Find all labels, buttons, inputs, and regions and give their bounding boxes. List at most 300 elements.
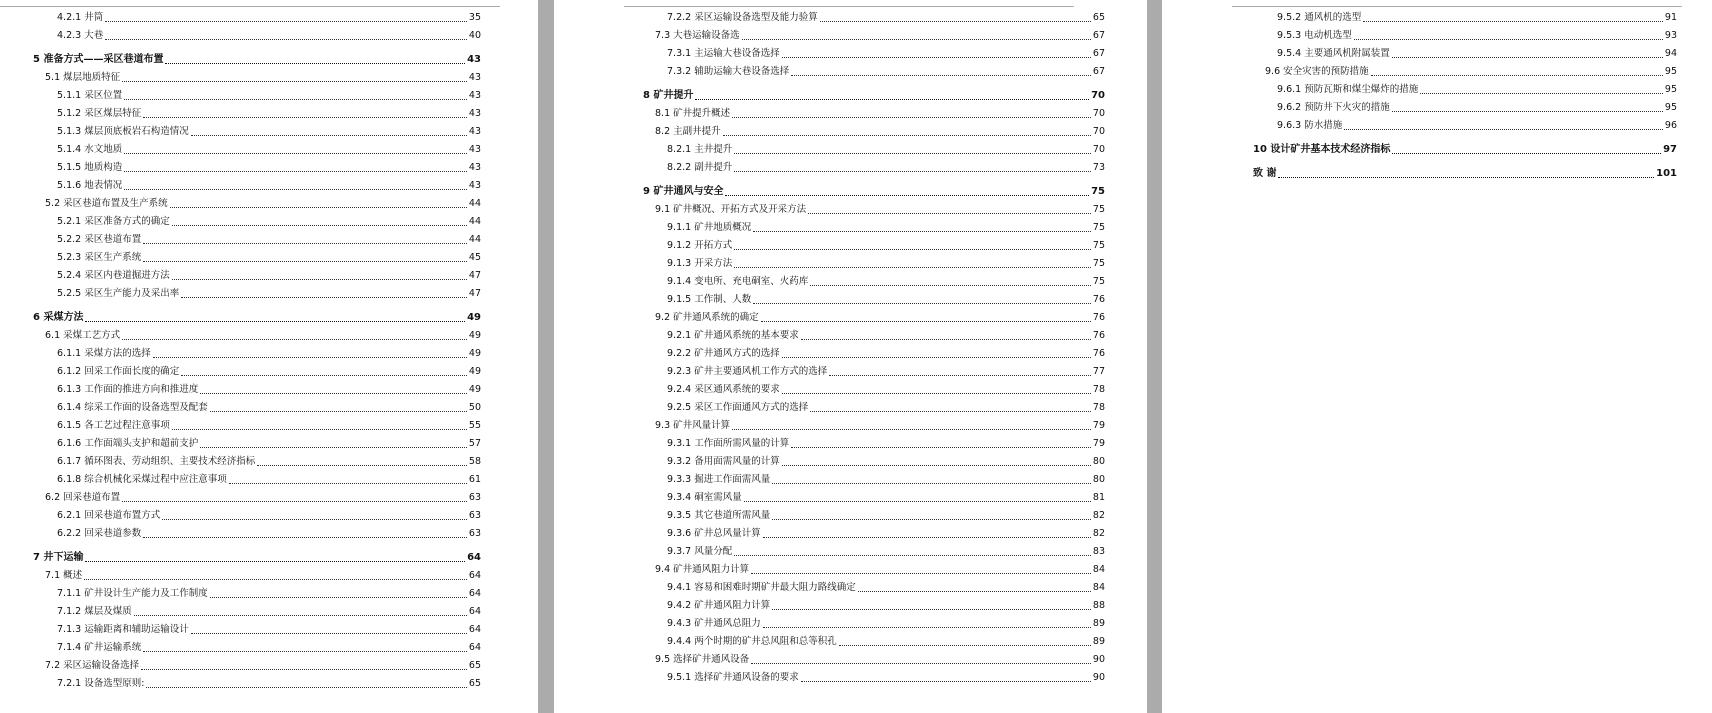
toc-entry-title: 9.1.5 工作制、人数	[667, 294, 752, 305]
toc-page-number: 63	[468, 492, 481, 503]
toc-entry-title: 8.2.2 副井提升	[667, 162, 733, 173]
toc-dot-leader	[153, 357, 467, 358]
toc-entry-title: 9.3.3 掘进工作面需风量	[667, 474, 771, 485]
toc-entry-title: 6.2 回采巷道布置	[45, 492, 121, 503]
toc-page-number: 64	[467, 552, 481, 563]
toc-page-number: 75	[1092, 222, 1105, 233]
toc-dot-leader	[124, 189, 467, 190]
toc-list	[33, 9, 481, 693]
toc-entry-title: 9.3.5 其它巷道所需风量	[667, 510, 771, 521]
toc-dot-leader	[85, 561, 465, 562]
toc-page-number: 95	[1664, 102, 1677, 113]
toc-entry[interactable]	[33, 9, 481, 27]
toc-page-number: 64	[468, 624, 481, 635]
toc-chapter-entry[interactable]	[33, 51, 481, 69]
toc-dot-leader	[732, 429, 1091, 430]
toc-entry-title: 5.2.2 采区巷道布置	[57, 234, 142, 245]
toc-entry-title: 6.1.4 综采工作面的设备选型及配套	[57, 402, 208, 413]
toc-entry-title: 9.2.1 矿井通风系统的基本要求	[667, 330, 799, 341]
toc-entry[interactable]	[33, 675, 481, 693]
toc-entry[interactable]	[643, 105, 1105, 123]
toc-entry[interactable]	[1253, 117, 1677, 135]
toc-page-number: 64	[468, 642, 481, 653]
toc-entry[interactable]	[33, 507, 481, 525]
toc-dot-leader	[210, 411, 467, 412]
toc-dot-leader	[170, 207, 467, 208]
toc-entry[interactable]	[33, 123, 481, 141]
toc-entry[interactable]	[643, 597, 1105, 615]
toc-entry-title: 9.5.2 通风机的选型	[1277, 12, 1362, 23]
toc-page-number: 63	[468, 510, 481, 521]
toc-dot-leader	[742, 39, 1091, 40]
toc-dot-leader	[753, 303, 1091, 304]
toc-entry-title: 6.1.5 各工艺过程注意事项	[57, 420, 170, 431]
toc-entry[interactable]	[1253, 27, 1677, 45]
toc-entry-title: 5 准备方式——采区巷道布置	[33, 54, 164, 65]
toc-dot-leader	[782, 465, 1091, 466]
toc-entry-title: 9.2.2 矿井通风方式的选择	[667, 348, 780, 359]
toc-entry-title: 9.1.4 变电所、充电硐室、火药库	[667, 276, 809, 287]
toc-dot-leader	[200, 393, 467, 394]
toc-page-number: 65	[468, 660, 481, 671]
toc-entry[interactable]	[33, 621, 481, 639]
toc-page-number: 78	[1092, 402, 1105, 413]
toc-page-number: 45	[468, 252, 481, 263]
toc-dot-leader	[181, 375, 467, 376]
toc-entry[interactable]	[643, 399, 1105, 417]
toc-entry[interactable]	[643, 123, 1105, 141]
toc-page-number: 70	[1092, 144, 1105, 155]
toc-dot-leader	[772, 483, 1091, 484]
toc-dot-leader	[782, 357, 1091, 358]
toc-dot-leader	[143, 537, 467, 538]
toc-page-number: 75	[1092, 240, 1105, 251]
toc-dot-leader	[839, 645, 1091, 646]
toc-page-number: 43	[467, 54, 481, 65]
toc-page-number: 43	[468, 144, 481, 155]
toc-entry-title: 9.4.4 两个时期的矿井总风阻和总等积孔	[667, 636, 837, 647]
toc-dot-leader	[744, 501, 1091, 502]
toc-page-number: 43	[468, 72, 481, 83]
toc-entry[interactable]	[33, 327, 481, 345]
toc-entry[interactable]	[643, 669, 1105, 687]
toc-entry-title: 致 谢	[1253, 168, 1277, 179]
toc-page-number: 90	[1092, 654, 1105, 665]
toc-entry-title: 6.1.6 工作面端头支护和超前支护	[57, 438, 199, 449]
toc-dot-leader	[763, 627, 1091, 628]
toc-entry-title: 9.2.5 采区工作面通风方式的选择	[667, 402, 809, 413]
toc-page-number: 80	[1092, 474, 1105, 485]
toc-entry-title: 7.3.1 主运输大巷设备选择	[667, 48, 780, 59]
toc-page-number: 70	[1092, 108, 1105, 119]
toc-page-number: 83	[1092, 546, 1105, 557]
toc-entry[interactable]	[33, 489, 481, 507]
toc-dot-leader	[143, 117, 467, 118]
toc-page-number: 67	[1092, 66, 1105, 77]
toc-page-number: 40	[468, 30, 481, 41]
toc-entry-title: 9.3.4 硐室需风量	[667, 492, 742, 503]
toc-entry[interactable]	[33, 285, 481, 303]
toc-chapter-entry[interactable]	[33, 309, 481, 327]
toc-dot-leader	[165, 63, 465, 64]
toc-entry[interactable]	[33, 87, 481, 105]
toc-entry-title: 6 采煤方法	[33, 312, 84, 323]
page-top-border	[624, 6, 1074, 7]
toc-entry-title: 5.1.5 地质构造	[57, 162, 123, 173]
toc-dot-leader	[122, 81, 467, 82]
toc-page-number: 55	[468, 420, 481, 431]
toc-dot-leader	[801, 339, 1091, 340]
toc-dot-leader	[1363, 21, 1663, 22]
toc-entry[interactable]	[643, 633, 1105, 651]
toc-page-number: 90	[1092, 672, 1105, 683]
toc-chapter-entry[interactable]	[643, 87, 1105, 105]
toc-page-number: 64	[468, 588, 481, 599]
toc-page-number: 61	[468, 474, 481, 485]
toc-entry[interactable]	[643, 63, 1105, 81]
toc-dot-leader	[734, 153, 1091, 154]
toc-dot-leader	[734, 267, 1091, 268]
toc-entry-title: 7.2 采区运输设备选择	[45, 660, 140, 671]
toc-entry-title: 8.2 主副井提升	[655, 126, 721, 137]
toc-entry[interactable]	[33, 231, 481, 249]
toc-entry[interactable]	[33, 603, 481, 621]
toc-page-number: 89	[1092, 636, 1105, 647]
toc-page-number: 47	[468, 270, 481, 281]
toc-dot-leader	[791, 447, 1091, 448]
toc-chapter-entry[interactable]	[643, 183, 1105, 201]
toc-dot-leader	[753, 231, 1091, 232]
toc-page-number: 101	[1656, 168, 1677, 179]
toc-entry[interactable]	[643, 417, 1105, 435]
toc-entry[interactable]	[643, 327, 1105, 345]
toc-entry[interactable]	[643, 159, 1105, 177]
toc-dot-leader	[858, 591, 1091, 592]
toc-dot-leader	[172, 225, 467, 226]
toc-entry[interactable]	[1253, 99, 1677, 117]
toc-entry[interactable]	[643, 141, 1105, 159]
toc-entry[interactable]	[1253, 45, 1677, 63]
toc-dot-leader	[105, 21, 467, 22]
toc-dot-leader	[122, 501, 467, 502]
toc-entry[interactable]	[33, 639, 481, 657]
toc-entry[interactable]	[33, 453, 481, 471]
toc-entry-title: 5.2.4 采区内巷道掘进方法	[57, 270, 170, 281]
toc-page-number: 43	[468, 162, 481, 173]
toc-dot-leader	[1278, 177, 1654, 178]
toc-page-number: 43	[468, 108, 481, 119]
toc-dot-leader	[808, 213, 1091, 214]
toc-page-number: 79	[1092, 420, 1105, 431]
document-page-1	[0, 0, 538, 713]
toc-page-number: 65	[468, 678, 481, 689]
toc-page-number: 49	[467, 312, 481, 323]
toc-page-number: 63	[468, 528, 481, 539]
toc-entry[interactable]	[33, 213, 481, 231]
toc-entry[interactable]	[33, 435, 481, 453]
page-gutter-right	[1147, 0, 1162, 713]
toc-entry-title: 9 矿井通风与安全	[643, 186, 724, 197]
toc-entry-title: 9.3.7 风量分配	[667, 546, 733, 557]
toc-entry-title: 8.2.1 主井提升	[667, 144, 733, 155]
toc-entry[interactable]	[33, 267, 481, 285]
toc-page-number: 43	[468, 126, 481, 137]
toc-entry-title: 7.3.2 辅助运输大巷设备选择	[667, 66, 790, 77]
toc-entry-title: 9.4.2 矿井通风阻力计算	[667, 600, 771, 611]
toc-entry[interactable]	[643, 345, 1105, 363]
toc-entry[interactable]	[33, 399, 481, 417]
document-page-3	[1162, 0, 1712, 713]
document-page-2	[554, 0, 1147, 713]
toc-dot-leader	[181, 297, 467, 298]
toc-entry-title: 7 井下运输	[33, 552, 84, 563]
toc-entry[interactable]	[643, 615, 1105, 633]
toc-dot-leader	[782, 393, 1091, 394]
toc-entry[interactable]	[33, 567, 481, 585]
toc-entry[interactable]	[643, 435, 1105, 453]
toc-entry-title: 5.2.1 采区准备方式的确定	[57, 216, 170, 227]
toc-entry-title: 5.2 采区巷道布置及生产系统	[45, 198, 168, 209]
toc-entry[interactable]	[33, 105, 481, 123]
toc-dot-leader	[1392, 153, 1661, 154]
toc-dot-leader	[1354, 39, 1663, 40]
toc-dot-leader	[734, 171, 1091, 172]
toc-entry-title: 5.1.1 采区位置	[57, 90, 123, 101]
toc-dot-leader	[1392, 111, 1663, 112]
toc-entry-title: 9.6.2 预防井下火灾的措施	[1277, 102, 1390, 113]
toc-dot-leader	[191, 135, 467, 136]
toc-entry[interactable]	[643, 27, 1105, 45]
toc-entry[interactable]	[643, 291, 1105, 309]
toc-page-number: 79	[1092, 438, 1105, 449]
toc-dot-leader	[810, 285, 1091, 286]
toc-dot-leader	[124, 171, 467, 172]
toc-page-number: 76	[1092, 330, 1105, 341]
toc-entry[interactable]	[33, 27, 481, 45]
toc-entry[interactable]	[33, 249, 481, 267]
toc-entry-title: 9.6.3 防水措施	[1277, 120, 1343, 131]
toc-entry[interactable]	[643, 543, 1105, 561]
toc-page-number: 47	[468, 288, 481, 299]
toc-page-number: 49	[468, 366, 481, 377]
toc-entry-title: 9.5 选择矿井通风设备	[655, 654, 750, 665]
toc-entry[interactable]	[643, 507, 1105, 525]
toc-page-number: 64	[468, 570, 481, 581]
toc-entry[interactable]	[643, 45, 1105, 63]
toc-page-number: 35	[468, 12, 481, 23]
toc-entry-title: 9.3 矿井风量计算	[655, 420, 731, 431]
toc-entry[interactable]	[643, 9, 1105, 27]
toc-entry-title: 9.1 矿井概况、开拓方式及开采方法	[655, 204, 807, 215]
toc-list	[1253, 9, 1677, 183]
toc-page-number: 43	[468, 180, 481, 191]
toc-entry-title: 7.1.1 矿井设计生产能力及工作制度	[57, 588, 208, 599]
toc-dot-leader	[772, 609, 1091, 610]
toc-entry[interactable]	[33, 417, 481, 435]
toc-entry[interactable]	[643, 525, 1105, 543]
toc-page-number: 84	[1092, 582, 1105, 593]
toc-page-number: 93	[1664, 30, 1677, 41]
toc-entry-title: 9.1.3 开采方法	[667, 258, 733, 269]
toc-entry[interactable]	[643, 453, 1105, 471]
toc-dot-leader	[820, 21, 1091, 22]
toc-entry[interactable]	[33, 345, 481, 363]
toc-dot-leader	[210, 597, 467, 598]
toc-dot-leader	[143, 651, 467, 652]
toc-entry-title: 5.1.4 水文地质	[57, 144, 123, 155]
toc-entry[interactable]	[33, 525, 481, 543]
toc-dot-leader	[772, 519, 1091, 520]
toc-entry[interactable]	[643, 309, 1105, 327]
toc-page-number: 84	[1092, 564, 1105, 575]
toc-dot-leader	[734, 555, 1091, 556]
toc-entry-title: 6.2.1 回采巷道布置方式	[57, 510, 161, 521]
toc-entry[interactable]	[1253, 9, 1677, 27]
toc-entry-title: 6.2.2 回采巷道参数	[57, 528, 142, 539]
toc-dot-leader	[1344, 129, 1663, 130]
toc-page-number: 75	[1092, 258, 1105, 269]
toc-entry-title: 6.1.8 综合机械化采煤过程中应注意事项	[57, 474, 227, 485]
toc-page-number: 96	[1664, 120, 1677, 131]
toc-page-number: 97	[1663, 144, 1677, 155]
toc-entry-title: 10 设计矿井基本技术经济指标	[1253, 144, 1391, 155]
toc-page-number: 58	[468, 456, 481, 467]
toc-chapter-entry[interactable]	[33, 549, 481, 567]
toc-entry[interactable]	[643, 201, 1105, 219]
toc-entry[interactable]	[643, 237, 1105, 255]
toc-entry-title: 7.1.4 矿井运输系统	[57, 642, 142, 653]
toc-entry[interactable]	[643, 381, 1105, 399]
toc-entry-title: 9.4.1 容易和困难时期矿井最大阻力路线确定	[667, 582, 856, 593]
toc-entry[interactable]	[643, 219, 1105, 237]
toc-entry[interactable]	[643, 471, 1105, 489]
toc-page-number: 76	[1092, 348, 1105, 359]
page-gutter-left	[538, 0, 554, 713]
toc-page-number: 91	[1664, 12, 1677, 23]
toc-page-number: 70	[1092, 126, 1105, 137]
toc-chapter-entry[interactable]	[1253, 141, 1677, 159]
toc-entry-title: 9.6 安全灾害的预防措施	[1265, 66, 1369, 77]
toc-entry-title: 5.1 煤层地质特征	[45, 72, 121, 83]
toc-entry[interactable]	[643, 273, 1105, 291]
toc-entry-title: 6.1.7 循环图表、劳动组织、主要技术经济指标	[57, 456, 256, 467]
toc-entry[interactable]	[643, 651, 1105, 669]
toc-page-number: 82	[1092, 510, 1105, 521]
toc-entry-title: 7.2.2 采区运输设备选型及能力验算	[667, 12, 818, 23]
toc-dot-leader	[200, 447, 467, 448]
toc-page-number: 95	[1664, 84, 1677, 95]
toc-chapter-entry[interactable]	[1253, 165, 1677, 183]
toc-entry[interactable]	[643, 255, 1105, 273]
toc-entry[interactable]	[33, 141, 481, 159]
toc-entry-title: 6.1.3 工作面的推进方向和推进度	[57, 384, 199, 395]
toc-entry[interactable]	[33, 195, 481, 213]
toc-entry[interactable]	[33, 585, 481, 603]
toc-dot-leader	[84, 579, 467, 580]
toc-entry-title: 4.2.3 大巷	[57, 30, 104, 41]
toc-entry-title: 9.3.2 备用面需风量的计算	[667, 456, 780, 467]
toc-entry-title: 9.4 矿井通风阻力计算	[655, 564, 750, 575]
toc-dot-leader	[122, 339, 467, 340]
toc-dot-leader	[85, 321, 465, 322]
toc-page-number: 43	[468, 90, 481, 101]
toc-entry-title: 7.1.3 运输距离和辅助运输设计	[57, 624, 189, 635]
toc-dot-leader	[162, 519, 467, 520]
toc-entry[interactable]	[33, 69, 481, 87]
toc-dot-leader	[734, 249, 1091, 250]
toc-page-number: 88	[1092, 600, 1105, 611]
toc-entry[interactable]	[33, 363, 481, 381]
toc-entry[interactable]	[1253, 63, 1677, 81]
toc-dot-leader	[751, 663, 1091, 664]
toc-dot-leader	[134, 615, 467, 616]
toc-entry-title: 9.3.1 工作面所需风量的计算	[667, 438, 790, 449]
toc-dot-leader	[172, 429, 467, 430]
toc-entry-title: 9.3.6 矿井总风量计算	[667, 528, 761, 539]
toc-entry[interactable]	[33, 159, 481, 177]
toc-dot-leader	[1392, 57, 1663, 58]
toc-entry[interactable]	[643, 363, 1105, 381]
toc-dot-leader	[141, 669, 467, 670]
toc-page-number: 76	[1092, 294, 1105, 305]
toc-page-number: 49	[468, 384, 481, 395]
toc-page-number: 67	[1092, 30, 1105, 41]
toc-dot-leader	[810, 411, 1091, 412]
toc-dot-leader	[143, 243, 467, 244]
toc-entry-title: 9.1.1 矿井地质概况	[667, 222, 752, 233]
toc-page-number: 50	[468, 402, 481, 413]
toc-page-number: 76	[1092, 312, 1105, 323]
toc-entry[interactable]	[33, 471, 481, 489]
toc-dot-leader	[1420, 93, 1663, 94]
toc-dot-leader	[105, 39, 467, 40]
toc-entry[interactable]	[643, 489, 1105, 507]
toc-page-number: 82	[1092, 528, 1105, 539]
toc-page-number: 70	[1091, 90, 1105, 101]
toc-entry[interactable]	[1253, 81, 1677, 99]
toc-dot-leader	[723, 135, 1091, 136]
page-top-border	[0, 6, 500, 7]
toc-entry-title: 4.2.1 井筒	[57, 12, 104, 23]
toc-page-number: 44	[468, 198, 481, 209]
toc-entry[interactable]	[643, 561, 1105, 579]
toc-dot-leader	[782, 57, 1091, 58]
toc-entry-title: 9.4.3 矿井通风总阻力	[667, 618, 761, 629]
toc-page-number: 44	[468, 216, 481, 227]
toc-entry-title: 5.2.3 采区生产系统	[57, 252, 142, 263]
toc-page-number: 89	[1092, 618, 1105, 629]
toc-entry-title: 9.5.1 选择矿井通风设备的要求	[667, 672, 799, 683]
toc-entry[interactable]	[33, 177, 481, 195]
toc-entry[interactable]	[643, 579, 1105, 597]
toc-page-number: 95	[1664, 66, 1677, 77]
toc-entry[interactable]	[33, 657, 481, 675]
toc-dot-leader	[695, 99, 1089, 100]
toc-page-number: 44	[468, 234, 481, 245]
toc-dot-leader	[124, 99, 467, 100]
toc-entry-title: 5.1.6 地表情况	[57, 180, 123, 191]
toc-page-number: 94	[1664, 48, 1677, 59]
toc-entry[interactable]	[33, 381, 481, 399]
toc-entry-title: 9.1.2 开拓方式	[667, 240, 733, 251]
toc-entry-title: 6.1.1 采煤方法的选择	[57, 348, 151, 359]
toc-dot-leader	[1371, 75, 1663, 76]
page-top-border	[1232, 6, 1682, 7]
toc-page-number: 80	[1092, 456, 1105, 467]
toc-dot-leader	[143, 261, 467, 262]
toc-dot-leader	[257, 465, 467, 466]
toc-entry-title: 8 矿井提升	[643, 90, 694, 101]
